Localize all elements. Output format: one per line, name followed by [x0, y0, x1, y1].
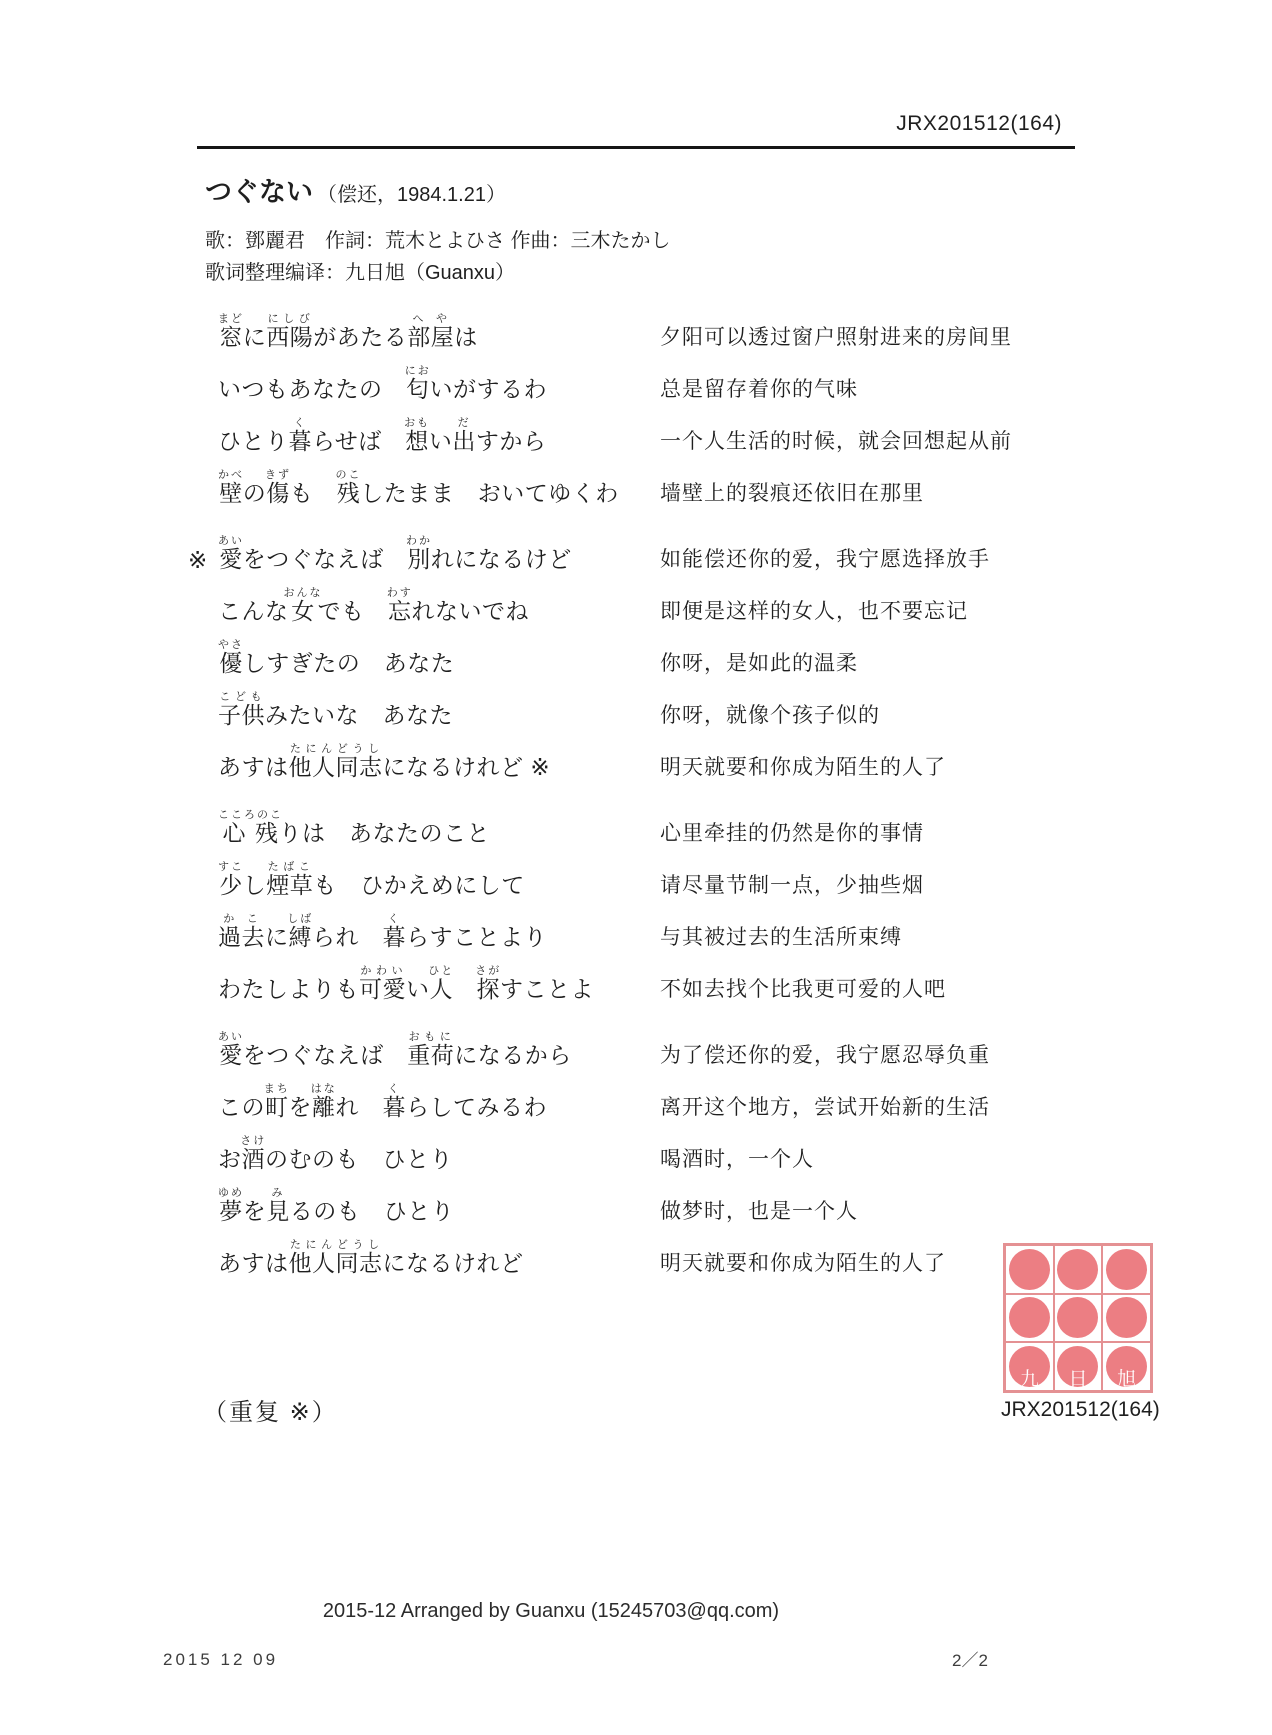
seal-character: 九 [1019, 1369, 1039, 1390]
ruby-word: 夢ゆめ [218, 1187, 244, 1224]
seal-cell [1005, 1294, 1054, 1343]
ruby-word: 壁かべ [218, 469, 244, 506]
seal-dot-icon [1106, 1249, 1147, 1290]
japanese-lyric: 夢ゆめを見みるのも ひとり [218, 1187, 455, 1224]
ruby-word: 残のこ [335, 469, 362, 506]
seal-cell [1005, 1342, 1054, 1391]
ruby-word: 出だ [452, 417, 476, 454]
seal-cell [1054, 1294, 1103, 1343]
chinese-translation: 总是留存着你的气味 [660, 378, 858, 401]
japanese-lyric: 子供こどもみたいな あなた [218, 691, 453, 728]
ruby-word: 別わか [406, 535, 432, 572]
ruby-word: 探さが [475, 965, 502, 1002]
ruby-word: 子供こども [218, 691, 265, 728]
lyric-line [218, 404, 1098, 456]
ruby-word: 暮く [382, 913, 406, 950]
seal-dot-icon [1009, 1297, 1050, 1338]
lyrics [188, 300, 1098, 1278]
lyric-line [218, 456, 1098, 508]
print-date: 2015 12 09 [163, 1650, 279, 1669]
lyric-line [218, 1070, 1098, 1122]
seal-cell [1102, 1245, 1151, 1294]
ruby-word: 女おんな [283, 587, 323, 624]
credits-line-1: 歌：鄧麗君 作詞：荒木とよひさ 作曲：三木たかし [205, 230, 671, 252]
seal-dot-icon [1106, 1297, 1147, 1338]
ruby-word: 暮く [382, 1083, 406, 1120]
ruby-word: 匂にお [404, 365, 431, 402]
ruby-word: 縛しば [287, 913, 314, 950]
japanese-lyric: こんな女おんなでも 忘わすれないでね [218, 587, 529, 624]
chinese-translation: 离开这个地方，尝试开始新的生活 [660, 1096, 990, 1119]
chinese-translation: 为了偿还你的爱，我宁愿忍辱负重 [660, 1044, 990, 1067]
chinese-translation: 夕阳可以透过窗户照射进来的房间里 [660, 326, 1012, 349]
guanxu-seal-logo [1003, 1243, 1153, 1393]
japanese-lyric: 過去かこに縛しばられ 暮くらすことより [218, 913, 547, 950]
lyric-stanza [218, 300, 1098, 508]
ruby-word: 離はな [310, 1083, 337, 1120]
lyric-line [218, 1018, 1098, 1070]
chinese-translation: 如能偿还你的爱，我宁愿选择放手 [660, 548, 990, 571]
japanese-lyric: 愛あいをつぐなえば 重荷おもにになるから [218, 1031, 572, 1068]
japanese-lyric: 少すこし煙草たばこも ひかえめにして [218, 861, 525, 898]
lyric-stanza [188, 522, 1098, 782]
ruby-word: 過去かこ [218, 913, 265, 950]
japanese-lyric: お酒さけのむのも ひとり [218, 1135, 453, 1172]
seal-cell [1005, 1245, 1054, 1294]
song-title [205, 170, 506, 209]
doc-code: JRX201512(164) [896, 112, 1062, 135]
ruby-word: 他人同志たにんどうし [288, 1239, 383, 1276]
ruby-word: 暮く [288, 417, 312, 454]
ruby-word: 愛あい [218, 535, 244, 572]
seal-cell [1054, 1342, 1103, 1391]
ruby-word: 煙草たばこ [266, 861, 314, 898]
lyric-line [218, 848, 1098, 900]
chinese-translation: 你呀，就像个孩子似的 [660, 704, 880, 727]
ruby-word: 見み [266, 1187, 290, 1224]
ruby-word: 想おも [404, 417, 431, 454]
ruby-word: 愛あい [218, 1031, 244, 1068]
lyric-line [218, 678, 1098, 730]
japanese-lyric: ひとり暮くらせば 想おもい出だすから [218, 417, 547, 454]
chinese-translation: 墙壁上的裂痕还依旧在那里 [660, 482, 924, 505]
lyric-line [218, 952, 1098, 1004]
seal-dot-icon [1057, 1297, 1098, 1338]
lyric-stanza [218, 796, 1098, 1004]
seal-dot-icon [1057, 1249, 1098, 1290]
song-title-note: （偿还，1984.1.21） [317, 184, 506, 206]
japanese-lyric: いつもあなたの 匂においがするわ [218, 365, 547, 402]
header-rule [197, 146, 1075, 149]
ruby-word: 少すこ [218, 861, 244, 898]
song-title-main: つぐない [205, 177, 313, 207]
repeat-note: （重复 ※） [203, 1399, 338, 1426]
seal-character: 旭 [1117, 1369, 1137, 1390]
seal-character: 日 [1068, 1369, 1088, 1390]
chinese-translation: 不如去找个比我更可爱的人吧 [660, 978, 946, 1001]
lyric-line [188, 522, 1098, 574]
lyric-line [218, 796, 1098, 848]
lyric-line [218, 900, 1098, 952]
lyric-stanza [218, 1018, 1098, 1278]
chinese-translation: 做梦时，也是一个人 [660, 1200, 858, 1223]
ruby-word: 人ひと [428, 965, 455, 1002]
chinese-translation: 明天就要和你成为陌生的人了 [660, 1252, 946, 1275]
ruby-word: 部屋へや [407, 313, 455, 350]
japanese-lyric: ※ 愛あいをつぐなえば 別わかれになるけど [188, 535, 572, 573]
seal-grid [1003, 1243, 1153, 1393]
japanese-lyric: わたしよりも可愛かわいい人ひと 探さがすことよ [218, 965, 594, 1002]
ruby-word: 窓まど [218, 313, 244, 350]
japanese-lyric: 心残こころのこりは あなたのこと [218, 809, 490, 846]
chinese-translation: 明天就要和你成为陌生的人了 [660, 756, 946, 779]
ruby-word: 心残こころのこ [218, 809, 283, 846]
stamp-code: JRX201512(164) [1001, 1398, 1160, 1421]
lyric-line [218, 626, 1098, 678]
ruby-word: 町まち [263, 1083, 290, 1120]
arranged-by-line: 2015-12 Arranged by Guanxu (15245703@qq.com) [322, 1600, 780, 1622]
page-number: 2／2 [952, 1651, 988, 1670]
lyric-line [218, 1174, 1098, 1226]
chinese-translation: 喝酒时，一个人 [660, 1148, 814, 1171]
chinese-translation: 请尽量节制一点，少抽些烟 [660, 874, 924, 897]
japanese-lyric: あすは他人同志たにんどうしになるけれど [218, 1239, 524, 1276]
ruby-word: 傷きず [265, 469, 291, 506]
seal-cell [1102, 1342, 1151, 1391]
japanese-lyric: あすは他人同志たにんどうしになるけれど ※ [218, 743, 551, 780]
seal-cell [1054, 1245, 1103, 1294]
repeat-marker: ※ [188, 547, 208, 573]
japanese-lyric: 壁かべの傷きずも 残のこしたまま おいてゆくわ [218, 469, 619, 506]
japanese-lyric: 優やさしすぎたの あなた [218, 639, 455, 676]
lyric-line [218, 730, 1098, 782]
ruby-word: 他人同志たにんどうし [288, 743, 383, 780]
ruby-word: 西陽にしび [266, 313, 314, 350]
ruby-word: 重荷おもに [407, 1031, 455, 1068]
ruby-word: 忘わす [386, 587, 413, 624]
ruby-word: 酒さけ [240, 1135, 267, 1172]
japanese-lyric: 窓まどに西陽にしびがあたる部屋へやは [218, 313, 478, 350]
chinese-translation: 即便是这样的女人，也不要忘记 [660, 600, 968, 623]
ruby-word: 可愛かわい [359, 965, 406, 1002]
lyric-line [218, 352, 1098, 404]
chinese-translation: 与其被过去的生活所束缚 [660, 926, 902, 949]
lyric-line [218, 1122, 1098, 1174]
chinese-translation: 你呀，是如此的温柔 [660, 652, 858, 675]
lyric-line [218, 300, 1098, 352]
chinese-translation: 一个人生活的时候，就会回想起从前 [660, 430, 1012, 453]
japanese-lyric: この町まちを離はなれ 暮くらしてみるわ [218, 1083, 547, 1120]
ruby-word: 優やさ [218, 639, 244, 676]
seal-cell [1102, 1294, 1151, 1343]
chinese-translation: 心里牵挂的仍然是你的事情 [660, 822, 924, 845]
seal-dot-icon [1009, 1249, 1050, 1290]
lyric-line [218, 574, 1098, 626]
lyric-line [218, 1226, 1098, 1278]
credits-line-2: 歌词整理编译：九日旭（Guanxu） [205, 262, 516, 284]
